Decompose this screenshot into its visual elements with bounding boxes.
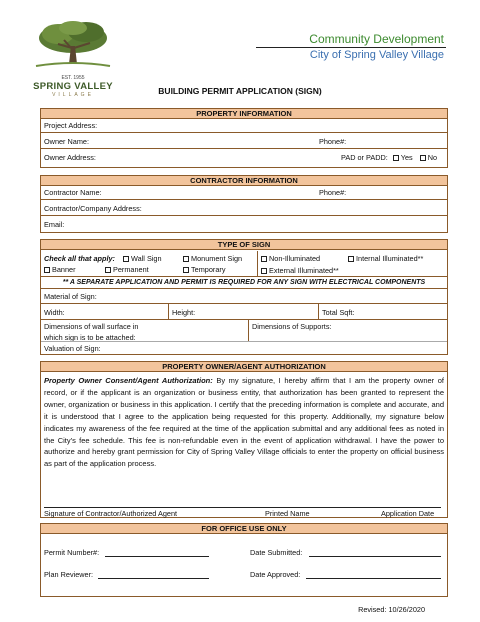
contractor-header: CONTRACTOR INFORMATION (41, 176, 447, 186)
form-title: BUILDING PERMIT APPLICATION (SIGN) (158, 86, 322, 96)
project-address-label: Project Address: (44, 121, 98, 130)
permit-number-field[interactable] (105, 556, 209, 557)
height-label: Height: (172, 308, 196, 317)
permanent-checkbox[interactable] (105, 267, 111, 273)
check-all-label: Check all that apply: (44, 254, 115, 263)
revised-date: Revised: 10/26/2020 (358, 605, 425, 614)
authorization-text (44, 375, 444, 470)
pad-no-label: No (427, 153, 438, 162)
monument-sign-checkbox[interactable] (183, 256, 189, 262)
sign-type-section (40, 239, 448, 355)
wall-dimensions-label-1: Dimensions of wall surface in (44, 322, 139, 331)
date-submitted-label: Date Submitted: (250, 548, 303, 557)
wall-sign-option[interactable]: Wall Sign (123, 254, 162, 263)
electrical-notice: ** A SEPARATE APPLICATION AND PERMIT IS REQUIRED FOR ANY SIGN WITH ELECTRICAL COMPONENTS (62, 279, 426, 286)
owner-phone-label: Phone#: (319, 137, 347, 146)
plan-reviewer-field[interactable] (98, 578, 209, 579)
pad-field (341, 153, 437, 162)
internal-illuminated-checkbox[interactable] (348, 256, 354, 262)
signature-label: Signature of Contractor/Authorized Agent (44, 509, 178, 518)
material-label: Material of Sign: (44, 292, 97, 301)
monument-sign-option[interactable]: Monument Sign (183, 254, 242, 263)
banner-option[interactable]: Banner (44, 265, 76, 274)
logo-name: SPRING VALLEY (33, 81, 113, 92)
city-name: City of Spring Valley Village (309, 49, 444, 61)
contractor-phone-label: Phone#: (319, 188, 347, 197)
temporary-option[interactable]: Temporary (183, 265, 225, 274)
header-rule (256, 47, 446, 48)
supports-dimensions-label: Dimensions of Supports: (252, 322, 332, 331)
printed-name-label: Printed Name (265, 509, 310, 518)
date-approved-field[interactable] (306, 578, 441, 579)
date-submitted-field[interactable] (309, 556, 441, 557)
pad-yes-label: Yes (400, 153, 413, 162)
logo-est: EST. 1955 (61, 75, 85, 81)
total-sqft-label: Total Sqft: (322, 308, 355, 317)
authorization-body: By my signature, I hereby affirm that I am the property owner of record, or if the applicant is an organization or business entity, that authorization has been granted to represent the owner, organization or business in this application. I certify that the preceding information is complete and accurate, and it is understood that I agree to the application being requested for this property. Additionally, my signature below indicates my awareness of the fee required at the time of the application submittal and any additional fees as noted in the City's fee schedule. This fee is non-refundable even in the event of application withdrawal. I have the power to authorize and hereby grant permission for City of Spring Valley Village officials to enter the property on official business as part of the application process. (44, 376, 444, 469)
application-date-label: Application Date (381, 509, 435, 518)
property-header: PROPERTY INFORMATION (41, 109, 447, 119)
plan-reviewer-label: Plan Reviewer: (44, 570, 94, 579)
external-illuminated-checkbox[interactable] (261, 268, 267, 274)
non-illuminated-option[interactable]: Non-Illuminated (261, 254, 320, 263)
owner-name-label: Owner Name: (44, 137, 90, 146)
width-label: Width: (44, 308, 65, 317)
pad-no-checkbox[interactable] (420, 155, 426, 161)
permanent-option[interactable]: Permanent (105, 265, 149, 274)
banner-checkbox[interactable] (44, 267, 50, 273)
signature-line (44, 507, 441, 508)
external-illuminated-option[interactable]: External Illuminated** (261, 266, 339, 275)
pad-yes-checkbox[interactable] (393, 155, 399, 161)
pad-label: PAD or PADD: (341, 153, 388, 162)
office-header: FOR OFFICE USE ONLY (41, 524, 447, 534)
office-section (40, 523, 448, 597)
valuation-label: Valuation of Sign: (44, 344, 101, 353)
contractor-name-label: Contractor Name: (44, 188, 102, 197)
company-address-label: Contractor/Company Address: (44, 204, 142, 213)
dept-name: Community Development (309, 32, 444, 46)
property-section (40, 108, 448, 168)
permit-number-label: Permit Number#: (44, 548, 100, 557)
date-approved-label: Date Approved: (250, 570, 301, 579)
non-illuminated-checkbox[interactable] (261, 256, 267, 262)
sign-type-header: TYPE OF SIGN (41, 240, 447, 250)
authorization-section (40, 361, 448, 518)
authorization-lead: Property Owner Consent/Agent Authorization: (44, 376, 213, 385)
email-label: Email: (44, 220, 65, 229)
logo-sub: VILLAGE (52, 92, 94, 98)
temporary-checkbox[interactable] (183, 267, 189, 273)
wall-dimensions-label-2: which sign is to be attached: (44, 333, 136, 342)
authorization-header: PROPERTY OWNER/AGENT AUTHORIZATION (41, 362, 447, 372)
owner-address-label: Owner Address: (44, 153, 96, 162)
internal-illuminated-option[interactable]: Internal Illuminated** (348, 254, 423, 263)
wall-sign-checkbox[interactable] (123, 256, 129, 262)
oak-tree-icon (28, 18, 118, 70)
contractor-section (40, 175, 448, 233)
